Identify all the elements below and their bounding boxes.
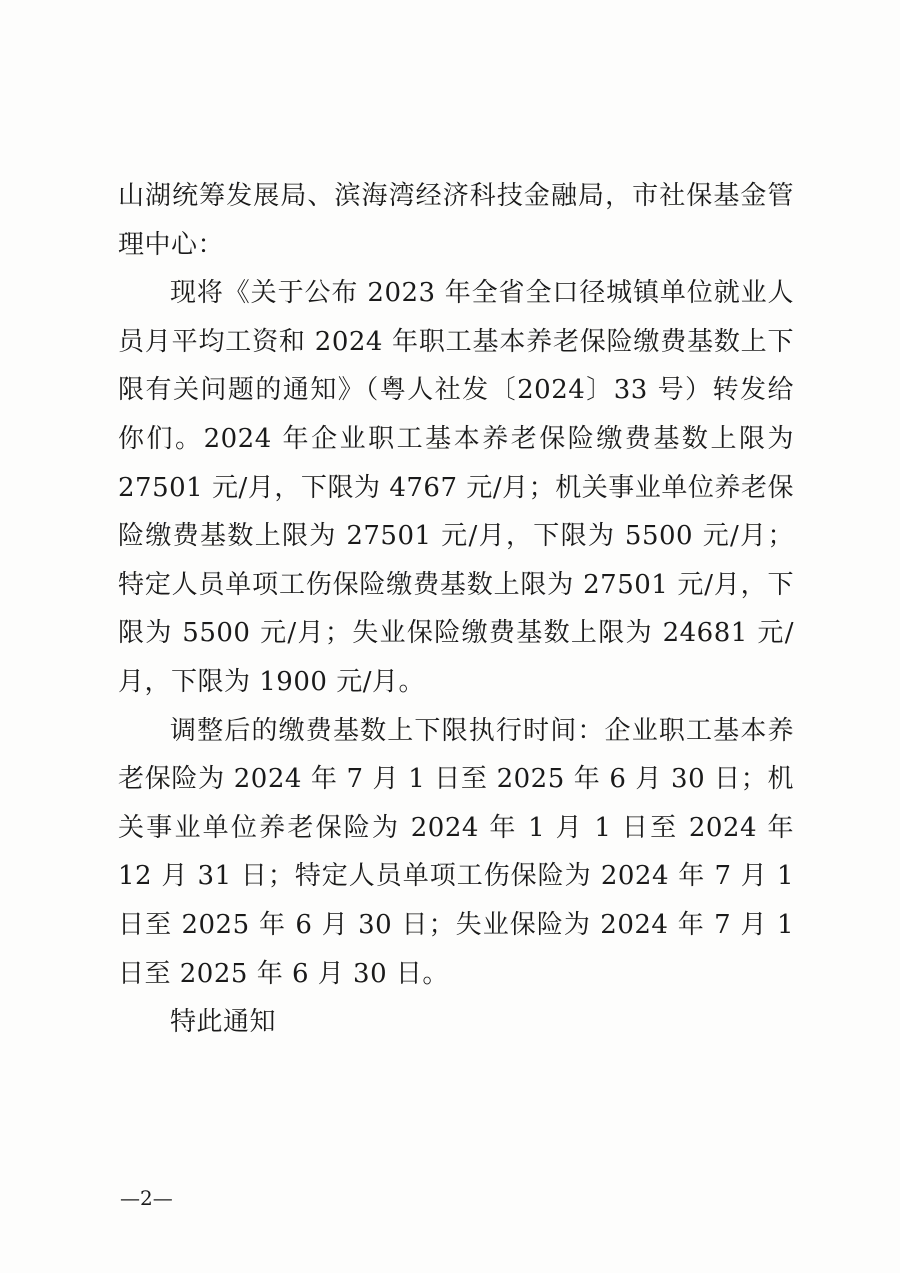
paragraph-effective-dates: 调整后的缴费基数上下限执行时间：企业职工基本养老保险为 2024 年 7 月 1 日至 2025 年 6 月 30 日；机关事业单位养老保险为 2024 年 1 月 1 日至 2024 年 12 月 31 日；特定人员单项工伤保险为 2024 年 7 月 1 日至 2025 年 6 月 30 日；失业保险为 2024 年 7 月 1 日至 2025 年 6 月 30 日。 [118,715,794,989]
closing-line: 特此通知 [170,1007,277,1038]
paragraph-forwarding-notice: 现将《关于公布 2023 年全省全口径城镇单位就业人员月平均工资和 2024 年职工基本养老保险缴费基数上下限有关问题的通知》（粤人社发〔2024〕33 号）转发给你们。2024 年企业职工基本养老保险缴费基数上限为 27501 元/月，下限为 4767 元/月；机关事业单位养老保险缴费基数上限为 27501 元/月，下限为 5500 元/月；特定人员单项工伤保险缴费基数上限为 27501 元/月，下限为 5500 元/月；失业保险缴费基数上限为 24681 元/月，下限为 1900 元/月。 [118,278,794,697]
page-number: —2— [120,1186,173,1210]
document-body [118,172,794,1047]
recipients-line: 山湖统筹发展局、滨海湾经济科技金融局，市社保基金管理中心： [118,181,794,260]
